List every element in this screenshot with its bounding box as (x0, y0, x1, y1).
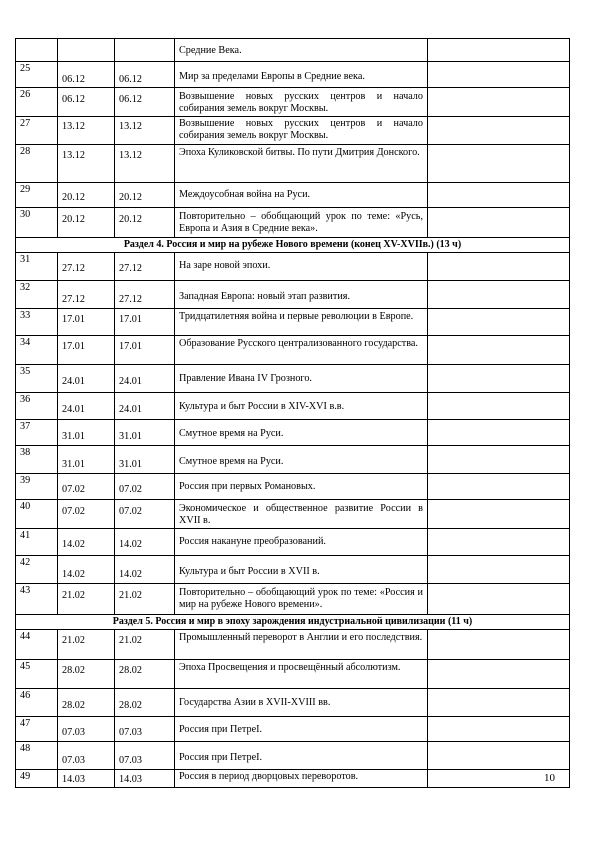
notes-cell (428, 660, 570, 689)
lesson-number: 41 (16, 529, 58, 556)
actual-date: 24.01 (115, 365, 175, 393)
actual-date: 31.01 (115, 446, 175, 474)
notes-cell (428, 393, 570, 420)
lesson-row (16, 253, 570, 281)
lesson-number: 30 (16, 208, 58, 238)
lesson-row (16, 88, 570, 117)
planned-date: 21.02 (58, 630, 115, 660)
lesson-topic: Смутное время на Руси. (175, 420, 428, 446)
lesson-topic: Образование Русского централизованного государства. (175, 336, 428, 365)
lesson-number: 38 (16, 446, 58, 474)
notes-cell (428, 556, 570, 584)
lesson-topic: Экономическое и общественное развитие России в XVII в. (175, 500, 428, 529)
lesson-topic: На заре новой эпохи. (175, 253, 428, 281)
notes-cell (428, 336, 570, 365)
lesson-plan-body (16, 39, 570, 788)
planned-date: 06.12 (58, 88, 115, 117)
lesson-number: 29 (16, 183, 58, 208)
planned-date: 14.02 (58, 556, 115, 584)
lesson-number: 49 (16, 770, 58, 788)
lesson-number: 32 (16, 281, 58, 309)
planned-date: 24.01 (58, 393, 115, 420)
lesson-row (16, 660, 570, 689)
lesson-topic: Культура и быт России в XVII в. (175, 556, 428, 584)
lesson-number: 36 (16, 393, 58, 420)
lesson-row (16, 689, 570, 717)
planned-date: 28.02 (58, 660, 115, 689)
lesson-topic: Россия при ПетреI. (175, 742, 428, 770)
lesson-row (16, 39, 570, 62)
lesson-number: 42 (16, 556, 58, 584)
notes-cell (428, 253, 570, 281)
actual-date (115, 39, 175, 62)
lesson-number: 46 (16, 689, 58, 717)
planned-date: 07.03 (58, 717, 115, 742)
planned-date: 14.02 (58, 529, 115, 556)
planned-date: 06.12 (58, 62, 115, 88)
notes-cell (428, 88, 570, 117)
lesson-row (16, 584, 570, 615)
lesson-row (16, 630, 570, 660)
lesson-row (16, 208, 570, 238)
section-header-row (16, 238, 570, 253)
actual-date: 21.02 (115, 630, 175, 660)
actual-date: 07.02 (115, 474, 175, 500)
section-header-row (16, 615, 570, 630)
notes-cell (428, 474, 570, 500)
planned-date: 20.12 (58, 183, 115, 208)
lesson-number: 43 (16, 584, 58, 615)
actual-date: 06.12 (115, 62, 175, 88)
lesson-topic: Повторительно – обобщающий урок по теме: «Россия и мир на рубеже Нового времени». (175, 584, 428, 615)
notes-cell (428, 689, 570, 717)
notes-cell (428, 420, 570, 446)
lesson-row (16, 145, 570, 183)
lesson-row (16, 365, 570, 393)
lesson-row (16, 420, 570, 446)
planned-date: 21.02 (58, 584, 115, 615)
section-title: Раздел 5. Россия и мир в эпоху зарождения индустриальной цивилизации (11 ч) (16, 615, 570, 630)
notes-cell (428, 117, 570, 145)
actual-date: 21.02 (115, 584, 175, 615)
lesson-number: 35 (16, 365, 58, 393)
lesson-row (16, 336, 570, 365)
page-number: 10 (544, 772, 555, 784)
lesson-number: 48 (16, 742, 58, 770)
lesson-row (16, 474, 570, 500)
section-title: Раздел 4. Россия и мир на рубеже Нового времени (конец XV-XVIIв.) (13 ч) (16, 238, 570, 253)
planned-date: 13.12 (58, 117, 115, 145)
lesson-topic: Тридцатилетняя война и первые революции в Европе. (175, 309, 428, 336)
notes-cell (428, 183, 570, 208)
notes-cell (428, 281, 570, 309)
lesson-topic: Государства Азии в XVII-XVIII вв. (175, 689, 428, 717)
lesson-topic: Промышленный переворот в Англии и его последствия. (175, 630, 428, 660)
lesson-number: 45 (16, 660, 58, 689)
planned-date: 31.01 (58, 420, 115, 446)
lesson-topic: Смутное время на Руси. (175, 446, 428, 474)
lesson-number: 31 (16, 253, 58, 281)
actual-date: 07.02 (115, 500, 175, 529)
actual-date: 17.01 (115, 336, 175, 365)
lesson-topic: Культура и быт России в XIV-XVI в.в. (175, 393, 428, 420)
lesson-row (16, 556, 570, 584)
notes-cell (428, 630, 570, 660)
lesson-number: 44 (16, 630, 58, 660)
notes-cell (428, 500, 570, 529)
actual-date: 13.12 (115, 145, 175, 183)
lesson-plan-table (15, 38, 570, 788)
actual-date: 28.02 (115, 689, 175, 717)
notes-cell (428, 446, 570, 474)
lesson-topic: Россия при ПетреI. (175, 717, 428, 742)
lesson-topic: Эпоха Просвещения и просвещённый абсолютизм. (175, 660, 428, 689)
notes-cell (428, 365, 570, 393)
lesson-number: 25 (16, 62, 58, 88)
notes-cell (428, 62, 570, 88)
lesson-row (16, 717, 570, 742)
actual-date: 17.01 (115, 309, 175, 336)
lesson-topic: Повторительно – обобщающий урок по теме: «Русь, Европа и Азия в Средние века». (175, 208, 428, 238)
lesson-topic: Россия в период дворцовых переворотов. (175, 770, 428, 788)
planned-date: 07.02 (58, 500, 115, 529)
lesson-topic: Средние Века. (175, 39, 428, 62)
actual-date: 14.03 (115, 770, 175, 788)
notes-cell (428, 145, 570, 183)
planned-date: 14.03 (58, 770, 115, 788)
actual-date: 28.02 (115, 660, 175, 689)
planned-date: 24.01 (58, 365, 115, 393)
lesson-topic: Междоусобная война на Руси. (175, 183, 428, 208)
lesson-topic: Эпоха Куликовской битвы. По пути Дмитрия Донского. (175, 145, 428, 183)
lesson-row (16, 770, 570, 788)
actual-date: 20.12 (115, 208, 175, 238)
lesson-topic: Россия при первых Романовых. (175, 474, 428, 500)
planned-date: 20.12 (58, 208, 115, 238)
notes-cell (428, 529, 570, 556)
lesson-row (16, 281, 570, 309)
lesson-number: 47 (16, 717, 58, 742)
planned-date: 07.02 (58, 474, 115, 500)
actual-date: 06.12 (115, 88, 175, 117)
actual-date: 13.12 (115, 117, 175, 145)
lesson-row (16, 62, 570, 88)
planned-date: 13.12 (58, 145, 115, 183)
actual-date: 31.01 (115, 420, 175, 446)
notes-cell (428, 717, 570, 742)
planned-date: 17.01 (58, 336, 115, 365)
lesson-number: 27 (16, 117, 58, 145)
lesson-topic: Возвышение новых русских центров и начало собирания земель вокруг Москвы. (175, 88, 428, 117)
lesson-number: 40 (16, 500, 58, 529)
lesson-row (16, 529, 570, 556)
actual-date: 07.03 (115, 717, 175, 742)
lesson-topic: Мир за пределами Европы в Средние века. (175, 62, 428, 88)
lesson-number: 39 (16, 474, 58, 500)
lesson-number: 26 (16, 88, 58, 117)
lesson-number: 37 (16, 420, 58, 446)
actual-date: 20.12 (115, 183, 175, 208)
notes-cell (428, 742, 570, 770)
lesson-topic: Россия накануне преобразований. (175, 529, 428, 556)
lesson-row (16, 309, 570, 336)
lesson-row (16, 446, 570, 474)
actual-date: 27.12 (115, 281, 175, 309)
planned-date (58, 39, 115, 62)
lesson-number: 28 (16, 145, 58, 183)
actual-date: 14.02 (115, 529, 175, 556)
planned-date: 27.12 (58, 281, 115, 309)
planned-date: 07.03 (58, 742, 115, 770)
lesson-number: 34 (16, 336, 58, 365)
lesson-number (16, 39, 58, 62)
lesson-row (16, 393, 570, 420)
actual-date: 14.02 (115, 556, 175, 584)
planned-date: 27.12 (58, 253, 115, 281)
actual-date: 24.01 (115, 393, 175, 420)
planned-date: 31.01 (58, 446, 115, 474)
planned-date: 28.02 (58, 689, 115, 717)
lesson-topic: Правление Ивана IV Грозного. (175, 365, 428, 393)
lesson-row (16, 183, 570, 208)
actual-date: 27.12 (115, 253, 175, 281)
notes-cell (428, 208, 570, 238)
actual-date: 07.03 (115, 742, 175, 770)
lesson-number: 33 (16, 309, 58, 336)
lesson-topic: Западная Европа: новый этап развития. (175, 281, 428, 309)
lesson-row (16, 742, 570, 770)
notes-cell (428, 309, 570, 336)
planned-date: 17.01 (58, 309, 115, 336)
notes-cell (428, 584, 570, 615)
notes-cell (428, 39, 570, 62)
lesson-row (16, 500, 570, 529)
lesson-topic: Возвышение новых русских центров и начало собирания земель вокруг Москвы. (175, 117, 428, 145)
lesson-row (16, 117, 570, 145)
